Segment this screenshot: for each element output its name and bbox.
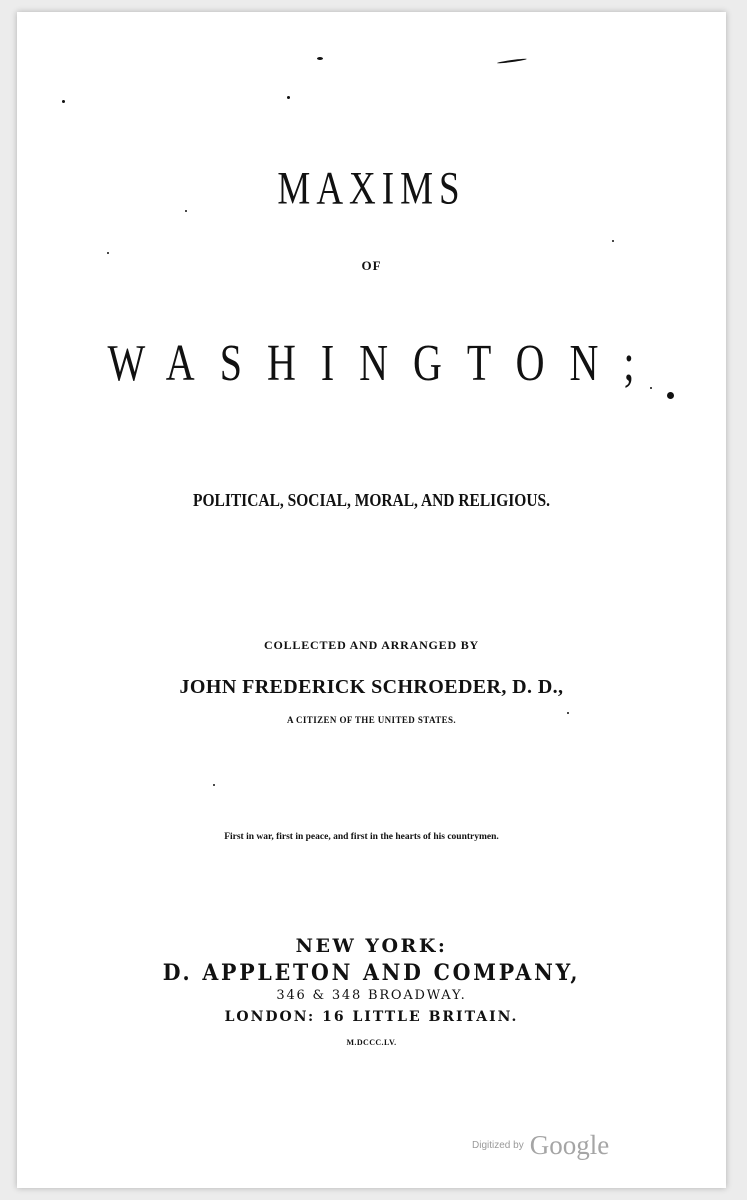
imprint-year: M.DCCC.LV.: [346, 1038, 397, 1047]
scan-speck: [317, 57, 323, 60]
title-connector: OF: [361, 258, 382, 273]
scan-speck: [287, 96, 290, 99]
imprint-london: LONDON: 16 LITTLE BRITAIN.: [224, 1009, 519, 1025]
scan-speck: [612, 240, 614, 242]
digitized-by-label: Digitized by: [472, 1140, 524, 1151]
epigraph: First in war, first in peace, and first in the hearts of his countrymen.: [224, 832, 499, 842]
author-description: A CITIZEN OF THE UNITED STATES.: [286, 715, 457, 725]
scan-speck: [107, 252, 109, 254]
author-name: JOHN FREDERICK SCHROEDER, D. D.,: [179, 676, 564, 698]
title-maxims: MAXIMS: [277, 163, 466, 215]
imprint-address: 346 & 348 BROADWAY.: [276, 988, 467, 1003]
title-washington: WASHINGTON;: [107, 333, 660, 392]
scan-speck: [567, 712, 569, 714]
scan-speck: [213, 784, 215, 786]
imprint-publisher: D. APPLETON AND COMPANY,: [162, 960, 581, 986]
digitized-watermark: [472, 1130, 609, 1161]
scan-speck: [497, 58, 527, 64]
scan-speck: [62, 100, 65, 103]
collected-by-line: COLLECTED AND ARRANGED BY: [263, 638, 480, 652]
subtitle: POLITICAL, SOCIAL, MORAL, AND RELIGIOUS.: [193, 490, 550, 510]
imprint-city: NEW YORK:: [295, 935, 448, 957]
google-logo-text: Google: [529, 1130, 610, 1160]
scanned-title-page: [17, 12, 726, 1188]
